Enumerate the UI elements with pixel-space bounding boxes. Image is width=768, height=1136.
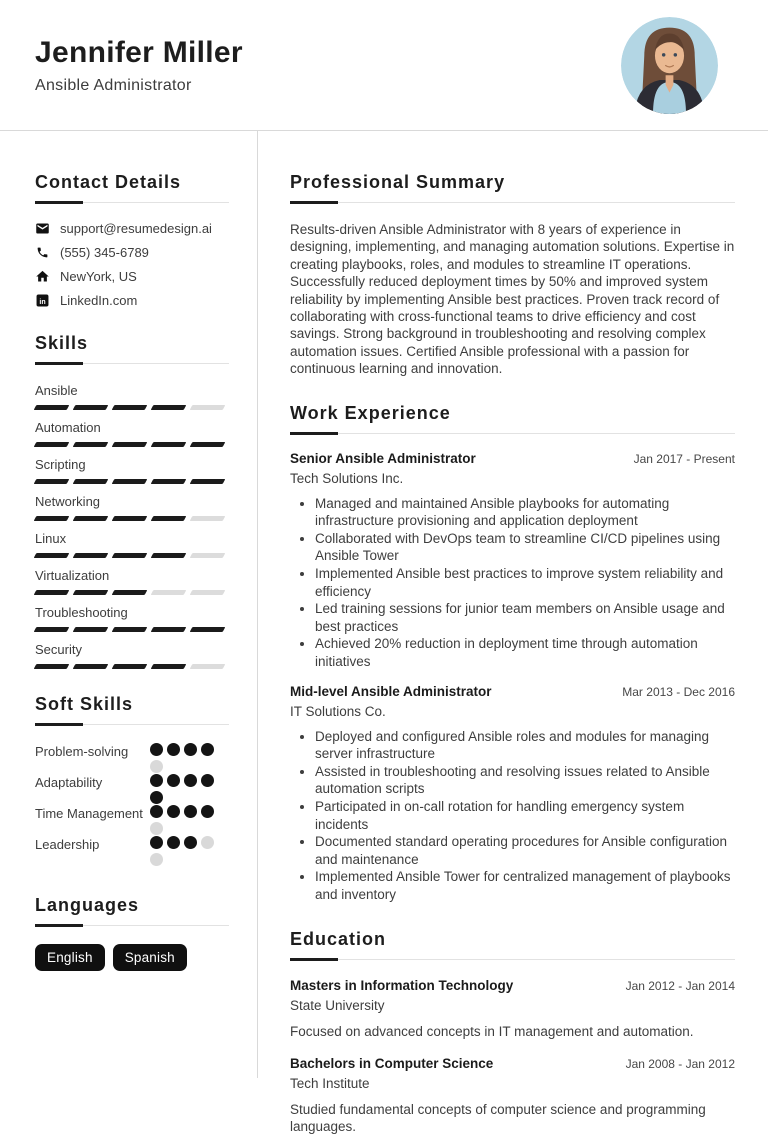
rating-dot bbox=[150, 791, 163, 804]
skill-bar-segment bbox=[34, 590, 70, 595]
skill-name: Automation bbox=[35, 420, 101, 435]
skill-bar-segment bbox=[112, 627, 148, 632]
section-underline bbox=[290, 201, 735, 204]
skill-item bbox=[35, 531, 229, 558]
skill-bar-segment bbox=[73, 590, 109, 595]
skill-name: Ansible bbox=[35, 383, 78, 398]
skill-bar-segment bbox=[73, 553, 109, 558]
skill-item bbox=[35, 457, 229, 484]
contact-text: support@resumedesign.ai bbox=[60, 221, 212, 236]
soft-skill-item bbox=[35, 773, 229, 804]
skill-bar-segment bbox=[190, 442, 226, 447]
skill-bar-segment bbox=[151, 516, 187, 521]
skill-bar-segment bbox=[73, 479, 109, 484]
job-header bbox=[290, 450, 735, 467]
section-underline bbox=[35, 201, 229, 204]
languages-heading: Languages bbox=[35, 895, 140, 915]
skill-bar-segment bbox=[73, 516, 109, 521]
soft-skill-name: Problem-solving bbox=[35, 744, 129, 759]
skill-name: Security bbox=[35, 642, 82, 657]
rating-dot bbox=[184, 836, 197, 849]
linkedin-icon bbox=[35, 293, 50, 308]
skill-bar-segment bbox=[190, 479, 226, 484]
skill-name: Scripting bbox=[35, 457, 86, 472]
job-title: Mid-level Ansible Administrator bbox=[290, 683, 492, 699]
rating-dot bbox=[184, 805, 197, 818]
skill-level-bar bbox=[35, 405, 229, 410]
skill-bar-segment bbox=[112, 590, 148, 595]
skill-bar-segment bbox=[34, 553, 70, 558]
skill-item bbox=[35, 568, 229, 595]
skill-bar-segment bbox=[73, 405, 109, 410]
person-job-title: Ansible Administrator bbox=[35, 76, 192, 94]
job-entry bbox=[290, 683, 735, 904]
education-section bbox=[290, 928, 735, 1136]
skill-level-bar bbox=[35, 590, 229, 595]
home-icon bbox=[35, 269, 50, 284]
job-bullet: • Assisted in troubleshooting and resolving issues related to Ansible automation scripts bbox=[315, 763, 735, 798]
skill-bar-segment bbox=[73, 627, 109, 632]
contact-list bbox=[35, 221, 229, 308]
job-title: Senior Ansible Administrator bbox=[290, 450, 476, 466]
rating-dot bbox=[150, 743, 163, 756]
job-entry bbox=[290, 450, 735, 671]
skill-bar-segment bbox=[34, 479, 70, 484]
skill-bar-segment bbox=[112, 479, 148, 484]
rating-dot bbox=[201, 805, 214, 818]
rating-dot bbox=[150, 853, 163, 866]
section-underline bbox=[290, 432, 735, 435]
skill-bar-segment bbox=[151, 627, 187, 632]
soft-skill-dots bbox=[150, 835, 222, 866]
contact-text: (555) 345-6789 bbox=[60, 245, 149, 260]
rating-dot bbox=[150, 805, 163, 818]
soft-skills-list bbox=[35, 742, 229, 866]
education-list bbox=[290, 977, 735, 1136]
language-badge: Spanish bbox=[113, 944, 187, 971]
contact-item bbox=[35, 293, 229, 308]
job-dates: Jan 2017 - Present bbox=[633, 451, 735, 466]
rating-dot bbox=[201, 774, 214, 787]
skill-bar-segment bbox=[151, 442, 187, 447]
skill-name: Networking bbox=[35, 494, 101, 509]
education-entry bbox=[290, 977, 735, 1040]
skill-bar-segment bbox=[190, 553, 226, 558]
contact-section bbox=[35, 171, 229, 308]
experience-section bbox=[290, 402, 735, 904]
job-bullet: • Achieved 20% reduction in deployment time through automation initiatives bbox=[315, 635, 735, 670]
skill-bar-segment bbox=[190, 516, 226, 521]
soft-skills-heading: Soft Skills bbox=[35, 694, 134, 714]
header-text bbox=[35, 36, 243, 95]
soft-skill-dots bbox=[150, 773, 222, 804]
job-bullet: • Implemented Ansible Tower for centralized management of playbooks and inventory bbox=[315, 868, 735, 903]
skill-item bbox=[35, 605, 229, 632]
skill-item bbox=[35, 420, 229, 447]
skill-level-bar bbox=[35, 516, 229, 521]
summary-text: Results-driven Ansible Administrator with 8 years of experience in designing, implementing, and managing automation solutions. Expertise in creating playbooks, roles, and modules to streamline IT operations. Successfully reduced deployment times by 50% and improved system reliability by implementing Ansible best practices. Proven track record of collaborating with cross-functional teams to drive efficiency and cost savings. Strong background in troubleshooting and resolving complex automation issues. Certified Ansible professional with a passion for continuous learning and innovation. bbox=[290, 222, 735, 377]
person-name: Jennifer Miller bbox=[35, 35, 243, 69]
skill-bar-segment bbox=[73, 442, 109, 447]
skill-bar-segment bbox=[151, 553, 187, 558]
skill-bar-segment bbox=[34, 405, 70, 410]
rating-dot bbox=[184, 743, 197, 756]
contact-item bbox=[35, 221, 229, 236]
skill-bar-segment bbox=[34, 627, 70, 632]
rating-dot bbox=[184, 774, 197, 787]
contact-item bbox=[35, 269, 229, 284]
skill-bar-segment bbox=[112, 553, 148, 558]
summary-heading: Professional Summary bbox=[290, 172, 506, 192]
education-heading: Education bbox=[290, 928, 387, 949]
job-bullet: • Collaborated with DevOps team to streamline CI/CD pipelines using Ansible Tower bbox=[315, 530, 735, 565]
education-description: Focused on advanced concepts in IT management and automation. bbox=[290, 1023, 694, 1039]
rating-dot bbox=[167, 805, 180, 818]
svg-text:in: in bbox=[39, 298, 46, 306]
rating-dot bbox=[167, 743, 180, 756]
skill-bar-segment bbox=[34, 442, 70, 447]
skills-section bbox=[35, 332, 229, 669]
skill-level-bar bbox=[35, 664, 229, 669]
email-icon bbox=[35, 221, 50, 236]
section-underline bbox=[290, 958, 735, 961]
jobs-list bbox=[290, 450, 735, 904]
skill-item bbox=[35, 494, 229, 521]
skill-bar-segment bbox=[190, 627, 226, 632]
languages-list bbox=[35, 944, 229, 971]
rating-dot bbox=[167, 836, 180, 849]
soft-skill-item bbox=[35, 835, 229, 866]
skill-bar-segment bbox=[190, 590, 226, 595]
skill-bar-segment bbox=[151, 479, 187, 484]
education-school: State University bbox=[290, 997, 385, 1013]
rating-dot bbox=[150, 760, 163, 773]
skill-bar-segment bbox=[151, 405, 187, 410]
skill-name: Linux bbox=[35, 531, 67, 546]
contact-item bbox=[35, 245, 229, 260]
rating-dot bbox=[201, 743, 214, 756]
job-bullet: • Managed and maintained Ansible playbooks for automating infrastructure provisioning and application deployment bbox=[315, 495, 735, 530]
job-bullet: • Led training sessions for junior team members on Ansible usage and best practices bbox=[315, 600, 735, 635]
sidebar bbox=[0, 131, 258, 1078]
header bbox=[0, 0, 768, 131]
soft-skill-item bbox=[35, 742, 229, 773]
education-degree: Masters in Information Technology bbox=[290, 977, 514, 993]
skill-bar-segment bbox=[190, 405, 226, 410]
summary-section bbox=[290, 171, 735, 378]
section-underline bbox=[35, 924, 229, 927]
rating-dot bbox=[201, 836, 214, 849]
skill-bar-segment bbox=[112, 516, 148, 521]
rating-dot bbox=[150, 822, 163, 835]
job-dates: Mar 2013 - Dec 2016 bbox=[622, 684, 735, 699]
skill-bar-segment bbox=[112, 664, 148, 669]
skill-level-bar bbox=[35, 442, 229, 447]
job-company: IT Solutions Co. bbox=[290, 703, 386, 719]
skill-item bbox=[35, 383, 229, 410]
main-content bbox=[258, 131, 768, 1135]
job-company: Tech Solutions Inc. bbox=[290, 470, 404, 486]
section-underline bbox=[35, 723, 229, 726]
rating-dot bbox=[150, 836, 163, 849]
contact-heading: Contact Details bbox=[35, 172, 182, 192]
education-description: Studied fundamental concepts of computer science and programming languages. bbox=[290, 1101, 706, 1135]
soft-skill-name: Leadership bbox=[35, 837, 100, 852]
job-bullet-list bbox=[290, 495, 735, 671]
soft-skill-name: Time Management bbox=[35, 806, 143, 821]
job-header bbox=[290, 683, 735, 700]
skill-bar-segment bbox=[34, 664, 70, 669]
skill-bar-segment bbox=[73, 664, 109, 669]
section-underline bbox=[35, 362, 229, 365]
profile-photo-illustration bbox=[621, 17, 718, 114]
phone-icon bbox=[35, 245, 50, 260]
experience-heading: Work Experience bbox=[290, 402, 451, 423]
education-header bbox=[290, 1055, 735, 1072]
education-dates: Jan 2012 - Jan 2014 bbox=[625, 978, 735, 993]
skills-list bbox=[35, 383, 229, 669]
contact-text: LinkedIn.com bbox=[60, 293, 138, 308]
job-bullet: • Deployed and configured Ansible roles and modules for managing server infrastructure bbox=[315, 728, 735, 763]
rating-dot bbox=[150, 774, 163, 787]
job-bullet-list bbox=[290, 728, 735, 904]
skill-bar-segment bbox=[34, 516, 70, 521]
skill-bar-segment bbox=[151, 590, 187, 595]
skill-name: Troubleshooting bbox=[35, 605, 128, 620]
skill-level-bar bbox=[35, 627, 229, 632]
education-degree: Bachelors in Computer Science bbox=[290, 1055, 494, 1071]
skill-item bbox=[35, 642, 229, 669]
skill-level-bar bbox=[35, 479, 229, 484]
skills-heading: Skills bbox=[35, 333, 89, 353]
language-badge: English bbox=[35, 944, 105, 971]
education-school: Tech Institute bbox=[290, 1075, 370, 1091]
skill-bar-segment bbox=[190, 664, 226, 669]
skill-bar-segment bbox=[112, 405, 148, 410]
education-dates: Jan 2008 - Jan 2012 bbox=[625, 1056, 735, 1071]
soft-skill-dots bbox=[150, 742, 222, 773]
contact-text: NewYork, US bbox=[60, 269, 137, 284]
job-bullet: • Documented standard operating procedures for Ansible configuration and maintenance bbox=[315, 833, 735, 868]
rating-dot bbox=[167, 774, 180, 787]
education-entry bbox=[290, 1055, 735, 1136]
education-header bbox=[290, 977, 735, 994]
soft-skill-item bbox=[35, 804, 229, 835]
soft-skill-name: Adaptability bbox=[35, 775, 103, 790]
languages-section bbox=[35, 894, 229, 971]
soft-skills-section bbox=[35, 693, 229, 866]
skill-bar-segment bbox=[112, 442, 148, 447]
skill-bar-segment bbox=[151, 664, 187, 669]
soft-skill-dots bbox=[150, 804, 222, 835]
job-bullet: • Implemented Ansible best practices to improve system reliability and efficiency bbox=[315, 565, 735, 600]
skill-name: Virtualization bbox=[35, 568, 110, 583]
job-bullet: • Participated in on-call rotation for handling emergency system incidents bbox=[315, 798, 735, 833]
body-columns bbox=[0, 131, 768, 1135]
skill-level-bar bbox=[35, 553, 229, 558]
profile-photo bbox=[621, 17, 718, 114]
